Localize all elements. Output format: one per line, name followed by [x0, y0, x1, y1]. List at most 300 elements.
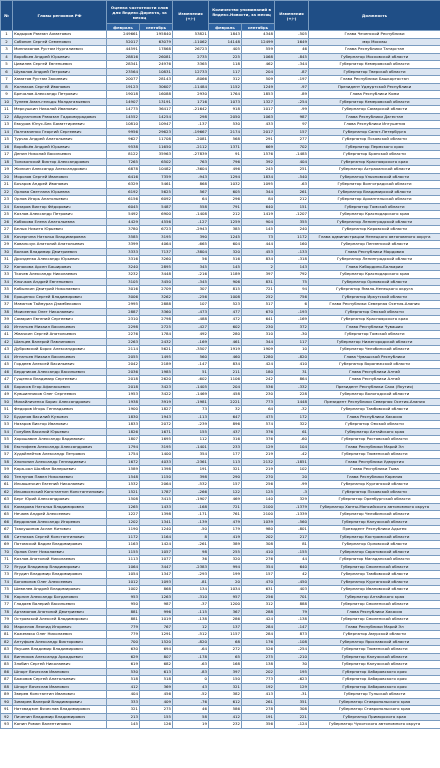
news-feb: 122 [209, 488, 242, 496]
table-row [1, 526, 440, 534]
table-row [1, 713, 440, 721]
direct-change: 560 [173, 353, 209, 361]
row-name: Зимарев Валерий Владимирович [13, 698, 107, 706]
direct-change: -665 [173, 241, 209, 249]
news-change: -623 [275, 676, 309, 684]
table-row [1, 91, 440, 99]
direct-mar: 2072 [140, 421, 173, 429]
direct-feb: 2263 [107, 338, 140, 346]
direct-mar: 2189 [140, 361, 173, 369]
news-change: 701 [275, 593, 309, 601]
direct-feb: 9538 [107, 143, 140, 151]
direct-mar: 369 [140, 683, 173, 691]
direct-change: 763 [173, 158, 209, 166]
header-direct-feb: февраль [107, 24, 140, 31]
news-feb: 1200 [209, 601, 242, 609]
direct-change: -27839 [173, 151, 209, 159]
table-row [1, 256, 440, 264]
news-change: -60 [275, 436, 309, 444]
direct-mar: 682 [140, 661, 173, 669]
news-change: 329 [275, 496, 309, 504]
table-row [1, 158, 440, 166]
direct-feb: 1265 [107, 503, 140, 511]
table-row [1, 338, 440, 346]
row-number: 32 [1, 263, 13, 271]
direct-feb: 1012 [107, 578, 140, 586]
news-feb: 286 [209, 616, 242, 624]
news-feb: 477 [209, 308, 242, 316]
direct-mar: 1943 [140, 413, 173, 421]
row-position: Губернатор Краснодарского края [309, 211, 440, 219]
news-mar: 308 [242, 541, 275, 549]
table-row [1, 98, 440, 106]
news-change: 404 [275, 158, 309, 166]
row-position: Губернатор Архангельской области [309, 196, 440, 204]
table-row [1, 391, 440, 399]
news-change: -87 [275, 68, 309, 76]
row-position: Губернатор Смоленской области [309, 601, 440, 609]
table-row [1, 488, 440, 496]
row-name: Хаматов Рустам Закиевич [13, 76, 107, 84]
table-row [1, 61, 440, 69]
direct-feb: 530 [107, 668, 140, 676]
direct-mar: 14254 [140, 113, 173, 121]
direct-change: 8 [173, 533, 209, 541]
direct-mar: 28143 [140, 76, 173, 84]
news-change: -169 [275, 316, 309, 324]
news-mar: 1068 [242, 53, 275, 61]
row-position: Губернатор Красноярского края [309, 158, 440, 166]
row-position: Губернатор Кемеровской области [309, 61, 440, 69]
news-mar: 1095 [242, 181, 275, 189]
row-position: Губернатор Алтайского края [309, 428, 440, 436]
news-change: 143 [275, 263, 309, 271]
direct-mar: 36417 [140, 106, 173, 114]
table-row [1, 496, 440, 504]
direct-feb: 6156 [107, 196, 140, 204]
news-mar: 831 [242, 278, 275, 286]
news-feb: 2174 [209, 128, 242, 136]
news-feb: 113 [209, 458, 242, 466]
row-position: Глава Республики Хакасия [309, 608, 440, 616]
news-mar: 278 [242, 706, 275, 714]
news-feb: 472 [209, 316, 242, 324]
table-row [1, 293, 440, 301]
row-name: Евстифеев Александр Александрович [13, 443, 107, 451]
news-mar: 410 [242, 548, 275, 556]
table-row [1, 353, 440, 361]
news-mar: 291 [242, 136, 275, 144]
row-number: 44 [1, 353, 13, 361]
direct-feb: 213 [107, 713, 140, 721]
news-mar: 344 [242, 338, 275, 346]
direct-change: -3507 [173, 346, 209, 354]
direct-feb: 630 [107, 646, 140, 654]
direct-mar: 195840 [140, 31, 173, 39]
row-name: Богомолов Олег Алексеевич [13, 578, 107, 586]
news-change: 151 [275, 203, 309, 211]
news-mar: 1280 [242, 353, 275, 361]
direct-feb: 3316 [107, 256, 140, 264]
news-feb: 1157 [209, 631, 242, 639]
news-mar: 2 [242, 263, 275, 271]
direct-mar: 2895 [140, 263, 173, 271]
news-feb: 602 [209, 323, 242, 331]
header-news-mar: сентябрь [242, 24, 275, 31]
news-change: 104 [275, 443, 309, 451]
news-feb: 320 [209, 248, 242, 256]
direct-change: 2735 [173, 53, 209, 61]
direct-feb: 19123 [107, 83, 140, 91]
direct-feb: 1794 [107, 443, 140, 451]
news-change: 351 [275, 698, 309, 706]
direct-change: -81 [173, 578, 209, 586]
row-position: Глава Республики Ингушетия [309, 121, 440, 129]
direct-change: -63 [173, 661, 209, 669]
direct-mar: 613 [140, 668, 173, 676]
table-row [1, 398, 440, 406]
news-feb: 280 [209, 331, 242, 339]
direct-mar: 5461 [140, 181, 173, 189]
news-feb: 1034 [209, 586, 242, 594]
row-number: 29 [1, 241, 13, 249]
row-number: 64 [1, 503, 13, 511]
news-mar: 1017 [242, 106, 275, 114]
direct-feb: 412 [107, 683, 140, 691]
row-number: 10 [1, 98, 13, 106]
direct-feb: 2055 [107, 353, 140, 361]
table-row [1, 503, 440, 511]
row-position: Губернатор Чукотского автономного округа [309, 721, 440, 729]
direct-change: -113 [173, 413, 209, 421]
table-row [1, 586, 440, 594]
news-mar: 392 [242, 158, 275, 166]
row-name: Гладаев Валерий Васильевич [13, 601, 107, 609]
direct-mar: 7359 [140, 173, 173, 181]
row-number: 90 [1, 698, 13, 706]
direct-change: -2081 [173, 136, 209, 144]
direct-change: 56 [173, 256, 209, 264]
table-row [1, 578, 440, 586]
news-feb: 385 [209, 226, 242, 234]
row-number: 89 [1, 691, 13, 699]
direct-change: 36 [173, 556, 209, 564]
news-change: -1207 [275, 211, 309, 219]
table-row [1, 608, 440, 616]
direct-change: -169 [173, 338, 209, 346]
direct-feb: 8122 [107, 151, 140, 159]
news-change: -42 [275, 451, 309, 459]
row-name: Кобякова Елена Анатольевна [13, 218, 107, 226]
news-mar: 1249 [242, 83, 275, 91]
row-position: Губернатор Санкт-Петербурга [309, 128, 440, 136]
direct-feb: 2036 [107, 368, 140, 376]
row-name: Кочергина Наталья Владимировна [13, 233, 107, 241]
row-position: Губернатор Ростовской области [309, 436, 440, 444]
row-number: 92 [1, 713, 13, 721]
row-name: Копин Роман Валентинович [13, 721, 107, 729]
direct-feb: 1172 [107, 533, 140, 541]
row-number: 27 [1, 226, 13, 234]
direct-mar: 4064 [140, 241, 173, 249]
row-position: Губернатор Амурской области [309, 631, 440, 639]
direct-change: 112 [173, 436, 209, 444]
direct-change: -127 [173, 218, 209, 226]
row-name: Ткачев Александр Николаевич [13, 271, 107, 279]
news-feb: 1073 [209, 98, 242, 106]
direct-feb: 2114 [107, 346, 140, 354]
row-position: Глава Республики Удмуртия [309, 458, 440, 466]
row-position: Глава Республики Башкортостан [309, 76, 440, 84]
table-row [1, 556, 440, 564]
direct-mar: 3919 [140, 398, 173, 406]
row-number: 22 [1, 188, 13, 196]
news-feb: 204 [209, 383, 242, 391]
row-position: Губернатор Калужской области [309, 653, 440, 661]
direct-feb: 1163 [107, 541, 140, 549]
news-change: 6 [275, 301, 309, 309]
row-position: Глава Чеченской Республики [309, 31, 440, 39]
news-change: -147 [275, 623, 309, 631]
direct-feb: 779 [107, 623, 140, 631]
direct-feb: 3399 [107, 241, 140, 249]
direct-mar: 5625 [140, 188, 173, 196]
news-change: -210 [275, 653, 309, 661]
news-mar: 2100 [242, 503, 275, 511]
row-position: Глава Республики Тыва [309, 466, 440, 474]
direct-change: -427 [173, 323, 209, 331]
direct-feb: 19018 [107, 91, 140, 99]
row-name: Моисеенко Олег Николаевич [13, 308, 107, 316]
row-position: Губернатор Пензенской области [309, 241, 440, 249]
direct-change: -293 [173, 571, 209, 579]
table-row [1, 31, 440, 39]
row-number: 83 [1, 646, 13, 654]
table-row [1, 136, 440, 144]
direct-feb: 23564 [107, 68, 140, 76]
news-change: -99 [275, 106, 309, 114]
row-number: 62 [1, 488, 13, 496]
direct-mar: 1347 [140, 571, 173, 579]
direct-feb: 1953 [107, 391, 140, 399]
row-name: Игнатьев Михаил Васильевич [13, 323, 107, 331]
row-number: 30 [1, 248, 13, 256]
row-position: Губернатор Ивановской области [309, 586, 440, 594]
table-body [1, 31, 440, 729]
direct-change: -216 [173, 271, 209, 279]
direct-mar: 3422 [140, 391, 173, 399]
table-row [1, 143, 440, 151]
row-name: Артамонов Анатолий Дмитриевич [13, 608, 107, 616]
news-feb: 367 [209, 608, 242, 616]
row-name: Жилкин Александр Александрович [13, 166, 107, 174]
table-row [1, 413, 440, 421]
direct-mar: 275 [140, 706, 173, 714]
news-feb: 791 [209, 203, 242, 211]
direct-feb: 2995 [107, 301, 140, 309]
row-position: Губернатор Хабаровского края [309, 683, 440, 691]
row-position: Губернатор Брянской области [309, 151, 440, 159]
row-name: Орлов Олег Николаевич [13, 548, 107, 556]
row-name: Бочаров Андрей Иванович [13, 181, 107, 189]
row-number: 70 [1, 548, 13, 556]
news-feb: 957 [209, 593, 242, 601]
news-change: 372 [275, 323, 309, 331]
direct-feb: 1830 [107, 413, 140, 421]
direct-change: -310 [173, 593, 209, 601]
table-row [1, 458, 440, 466]
news-mar: 354 [242, 563, 275, 571]
table-row [1, 83, 440, 91]
news-mar: 2017 [242, 128, 275, 136]
direct-feb: 3333 [107, 248, 140, 256]
news-feb: 918 [209, 106, 242, 114]
direct-change: -115 [173, 608, 209, 616]
direct-mar: 3415 [140, 496, 173, 504]
direct-mar: 694 [140, 646, 173, 654]
direct-change: -3604 [173, 166, 209, 174]
row-name: Островский Алексей Владимирович [13, 616, 107, 624]
direct-mar: 11708 [140, 136, 173, 144]
news-change: 20 [275, 473, 309, 481]
row-position: Губернатор Оренбургской области [309, 496, 440, 504]
row-name: Дубровский Борис Александрович [13, 346, 107, 354]
direct-mar: 767 [140, 623, 173, 631]
news-feb: 647 [209, 413, 242, 421]
news-feb: 65 [209, 653, 242, 661]
row-name: Евкуров Юнус-Бек Баматгиреевич [13, 121, 107, 129]
table-row [1, 361, 440, 369]
direct-feb: 518 [107, 676, 140, 684]
direct-mar: 1150 [140, 473, 173, 481]
direct-feb: 1826 [107, 428, 140, 436]
direct-change: -2361 [173, 458, 209, 466]
table-row [1, 638, 440, 646]
news-change: 44 [275, 556, 309, 564]
news-mar: 242 [242, 376, 275, 384]
direct-change: -1907 [173, 496, 209, 504]
direct-change: 64 [173, 196, 209, 204]
direct-mar: 13191 [140, 98, 173, 106]
row-name: Назаров Виктор Иванович [13, 421, 107, 429]
direct-feb: 4429 [107, 218, 140, 226]
row-number: 50 [1, 398, 13, 406]
direct-change: 134 [173, 586, 209, 594]
row-name: Карлин Александр Богданович [13, 593, 107, 601]
table-row [1, 473, 440, 481]
direct-mar: 1433 [140, 503, 173, 511]
direct-mar: 1400 [140, 451, 173, 459]
news-mar: 270 [242, 473, 275, 481]
row-position: Глава Республики Татарстан [309, 46, 440, 54]
row-name: Федоров Игорь Геннадьевич [13, 406, 107, 414]
news-change: 640 [275, 563, 309, 571]
news-mar: 773 [242, 676, 275, 684]
row-number: 87 [1, 676, 13, 684]
news-change: -332 [275, 383, 309, 391]
direct-mar: 409 [140, 698, 173, 706]
header-direct: Оценка частотности слов для Яндекс.Директа, за месяц [107, 1, 173, 24]
row-number: 81 [1, 631, 13, 639]
row-number: 61 [1, 481, 13, 489]
row-number: 86 [1, 668, 13, 676]
table-row [1, 263, 440, 271]
direct-change: -1469 [173, 391, 209, 399]
row-name: Гущенко Владимир Сергеевич [13, 376, 107, 384]
row-position: Губернатор Тамбовской области [309, 406, 440, 414]
direct-feb: 28816 [107, 53, 140, 61]
news-feb: 1294 [209, 173, 242, 181]
direct-change: -64 [173, 646, 209, 654]
row-name: Ильхвоснский Константин Константинович [13, 488, 107, 496]
news-feb: 419 [209, 533, 242, 541]
row-number: 37 [1, 301, 13, 309]
news-change: 792 [275, 271, 309, 279]
direct-mar: 6502 [140, 158, 173, 166]
direct-change: 19 [173, 721, 209, 729]
table-row [1, 533, 440, 541]
row-number: 84 [1, 653, 13, 661]
row-number: 13 [1, 121, 13, 129]
row-position: Глава Кабардино-Балкарии [309, 263, 440, 271]
table-row [1, 623, 440, 631]
row-position: Губернатор Ульяновской области [309, 173, 440, 181]
direct-feb: 881 [107, 616, 140, 624]
row-number: 43 [1, 346, 13, 354]
news-change: 756 [275, 293, 309, 301]
direct-feb: 14775 [107, 106, 140, 114]
direct-change: 390 [173, 233, 209, 241]
news-feb: 1008 [209, 293, 242, 301]
row-position: Президент Республики Северная Осетия-Алания [309, 398, 440, 406]
news-feb: 586 [209, 706, 242, 714]
table-row [1, 451, 440, 459]
news-change: -31 [275, 691, 309, 699]
news-mar: 219 [242, 466, 275, 474]
news-change: 240 [275, 226, 309, 234]
row-number: 76 [1, 593, 13, 601]
news-change: 888 [275, 601, 309, 609]
row-number: 21 [1, 181, 13, 189]
direct-feb: 629 [107, 653, 140, 661]
row-position: Губернатор Саратовской области [309, 548, 440, 556]
direct-mar: 4556 [140, 218, 173, 226]
table-row [1, 548, 440, 556]
direct-change: 354 [173, 451, 209, 459]
table-row [1, 211, 440, 219]
row-position: Губернатор Алтайского края [309, 593, 440, 601]
news-change: 987 [275, 113, 309, 121]
direct-mar: 17868 [140, 46, 173, 54]
news-feb: 316 [209, 436, 242, 444]
table-row [1, 676, 440, 684]
direct-change: -168 [173, 503, 209, 511]
news-feb: 896 [209, 421, 242, 429]
news-feb: 91 [209, 151, 242, 159]
news-feb: 1032 [209, 181, 242, 189]
table-row [1, 196, 440, 204]
direct-feb: 2042 [107, 361, 140, 369]
row-position: Губернатор Иркутской области [309, 293, 440, 301]
row-name: Натхвадзин Вячеслав Владимирович [13, 706, 107, 714]
direct-change: -83 [173, 668, 209, 676]
row-name: Абдулатипов Рамазан Гаджимурадович [13, 113, 107, 121]
news-mar: 424 [242, 361, 275, 369]
direct-change: -1981 [173, 398, 209, 406]
direct-mar: 996 [140, 608, 173, 616]
header-change2: Изменения (+/-) [275, 1, 309, 31]
direct-mar: 6723 [140, 226, 173, 234]
